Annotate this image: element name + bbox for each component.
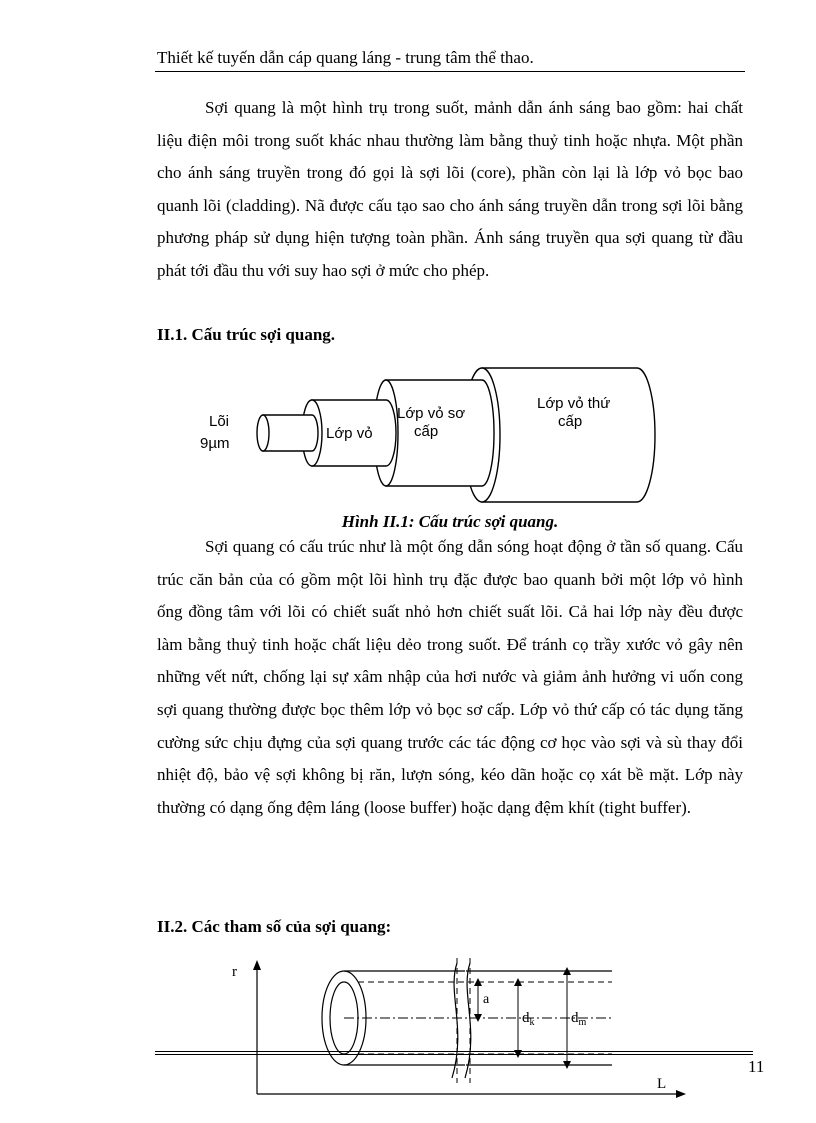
intro-paragraph-text: Sợi quang là một hình trụ trong suốt, mảnh dẫn ánh sáng bao gồm: hai chất liệu điện môi trong suốt khác nhau thường làm bằng thuỷ tinh hoặc nhựa. Một phần cho ánh sáng truyền trong đó gọi là sợi lõi (core), phần còn lại là lớp vỏ bọc bao quanh lõi (cladding). Nã được cấu tạo sao cho ánh sáng truyền dẫn trong sợi lõi bằng phương pháp sử dụng hiện tượng toàn phần. Ánh sáng truyền qua sợi quang từ đầu phát tới đầu thu với suy hao sợi ở mức cho phép. xyxy=(157,98,743,280)
primary-coating-shape xyxy=(386,380,494,486)
primary-coating-label-line2: cấp xyxy=(414,423,439,440)
secondary-coating-shape xyxy=(482,368,655,502)
figure1-caption: Hình II.1: Cấu trúc sợi quang. xyxy=(341,512,559,531)
core-shape xyxy=(263,415,318,451)
radius-label: a xyxy=(483,992,490,1007)
l-axis-label: L xyxy=(657,1076,667,1092)
cladding-diameter-label: $d_m$ xyxy=(571,1010,587,1028)
core-end xyxy=(257,415,269,451)
core-diameter-label: $d_k$ xyxy=(522,1010,535,1028)
footer-rule-top xyxy=(155,1051,753,1052)
fiber-parameters-figure xyxy=(220,958,690,1103)
secondary-coating-label-line2: cấp xyxy=(558,413,583,430)
section1-heading: II.1. Cấu trúc sợi quang. xyxy=(157,325,336,344)
section2-heading: II.2. Các tham số của sợi quang: xyxy=(157,917,392,936)
structure-paragraph xyxy=(157,531,743,824)
page-number: 11 xyxy=(748,1057,765,1076)
r-axis-label: r xyxy=(232,964,237,980)
intro-paragraph xyxy=(157,92,743,288)
secondary-coating-label-line1: Lớp vỏ thứ xyxy=(537,395,611,412)
core-label-line1: Lõi xyxy=(209,413,230,430)
structure-paragraph-text: Sợi quang có cấu trúc như là một ống dẫn sóng hoạt động ở tần số quang. Cấu trúc căn bản của có gồm một lõi hình trụ đặc được bao quanh bởi một lớp vỏ hình ống đồng tâm với lõi có chiết suất nhỏ hơn chiết suất lõi. Cả hai lớp này đều được làm bằng thuỷ tinh hoặc chất liệu dẻo trong suốt. Để tránh cọ trầy xước vỏ gây nên những vết nứt, chống lại sự xâm nhập của hơi nước và giảm ảnh hưởng vi uốn cong sợi quang thường được bọc thêm lớp vỏ bọc sơ cấp. Lớp vỏ thứ cấp có tác dụng tăng cường sức chịu đựng của sợi quang trước các tác động cơ học vào sợi và sù thay đổi nhiệt độ, bảo vệ sợi không bị răn, lượn sóng, kéo dãn hoặc cọ xát bề mặt. Lớp này thường có dạng ống đệm láng (loose buffer) hoặc dạng đệm khít (tight buffer). xyxy=(157,537,743,817)
core-label-line2: 9µm xyxy=(200,435,230,452)
header-rule xyxy=(155,71,745,72)
l-axis-arrow xyxy=(676,1090,686,1098)
primary-coating-label-line1: Lớp vỏ sơ xyxy=(397,405,466,422)
cladding-label: Lớp vỏ xyxy=(326,425,373,442)
fiber-structure-figure xyxy=(190,358,660,513)
footer-rule-bottom xyxy=(155,1054,753,1055)
page-header: Thiết kế tuyến dẫn cáp quang láng - trung tâm thể thao. xyxy=(157,48,534,67)
r-axis-arrow xyxy=(253,960,261,970)
